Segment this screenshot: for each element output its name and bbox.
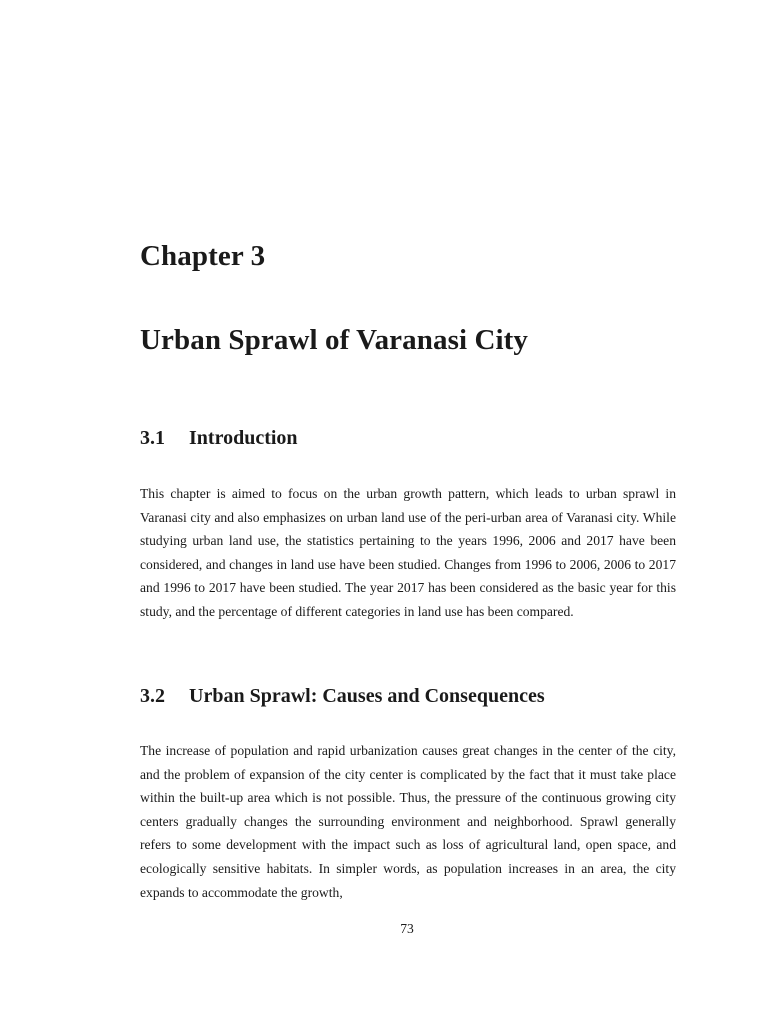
chapter-label: Chapter 3 xyxy=(140,240,266,272)
section-number: 3.1 xyxy=(140,427,165,449)
introduction-paragraph: This chapter is aimed to focus on the urban growth pattern, which leads to urban sprawl in Varanasi city and also emphasizes on urban land use of the peri-urban area of Varanasi city. While studying urban land use, the statistics pertaining to the years 1996, 2006 and 2017 have been considered, and changes in land use have been studied. Changes from 1996 to 2006, 2006 to 2017 and 1996 to 2017 have been studied. The year 2017 has been considered as the basic year for this study, and the percentage of different categories in land use has been compared. xyxy=(140,486,676,619)
page-number: 73 xyxy=(400,921,414,936)
causes-consequences-paragraph: The increase of population and rapid urbanization causes great changes in the center of the city, and the problem of expansion of the city center is complicated by the fact that it must take place within the built-up area which is not possible. Thus, the pressure of the continuous growing city centers gradually changes the surrounding environment and neighborhood. Sprawl generally refers to some development with the impact such as loss of agricultural land, open space, and ecologically sensitive habitats. In simpler words, as population increases in an area, the city expands to accommodate the growth, xyxy=(140,743,676,900)
section-number: 3.2 xyxy=(140,685,165,707)
chapter-title: Urban Sprawl of Varanasi City xyxy=(140,324,529,356)
section-title: Introduction xyxy=(189,427,298,449)
section-title: Urban Sprawl: Causes and Consequences xyxy=(189,685,545,707)
section-heading-introduction xyxy=(140,427,298,450)
section-heading-causes-consequences xyxy=(140,685,545,708)
